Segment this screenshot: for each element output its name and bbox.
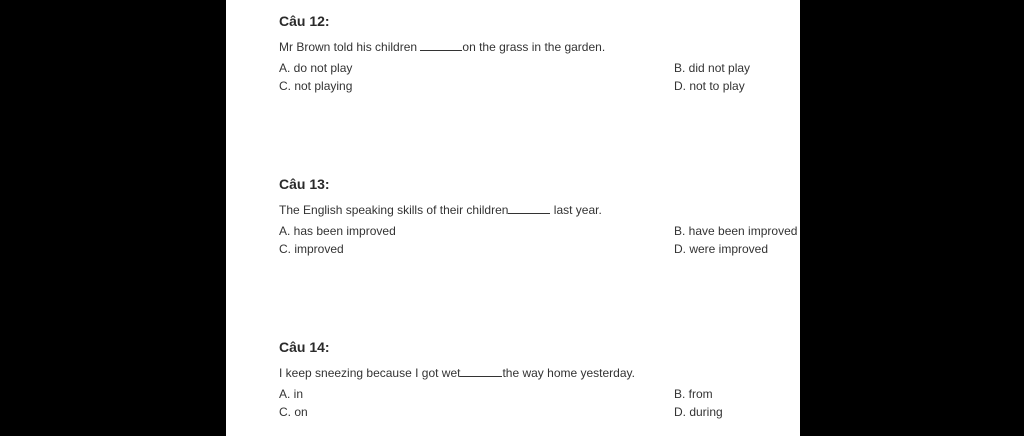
- question-title: Câu 13:: [279, 176, 330, 192]
- question-13: [279, 174, 800, 259]
- answer-blank: [420, 39, 462, 51]
- option-b[interactable]: B. from: [674, 387, 713, 401]
- question-title: Câu 14:: [279, 339, 330, 355]
- question-text-after: the way home yesterday.: [502, 366, 635, 380]
- question-14: [279, 337, 800, 422]
- quiz-page: [226, 0, 800, 436]
- question-text: [279, 39, 800, 55]
- options: [279, 223, 800, 259]
- option-c[interactable]: C. on: [279, 405, 308, 419]
- answer-blank: [460, 365, 502, 377]
- question-title: Câu 12:: [279, 13, 330, 29]
- option-d[interactable]: D. during: [674, 405, 723, 419]
- option-d[interactable]: D. not to play: [674, 79, 745, 93]
- option-c[interactable]: C. not playing: [279, 79, 353, 93]
- question-text-before: The English speaking skills of their children: [279, 203, 509, 217]
- option-d[interactable]: D. were improved: [674, 242, 769, 256]
- question-text: [279, 365, 800, 381]
- option-b[interactable]: B. did not play: [674, 61, 751, 75]
- question-text: [279, 202, 800, 218]
- question-text-before: I keep sneezing because I got wet: [279, 366, 461, 380]
- option-a[interactable]: A. do not play: [279, 61, 353, 75]
- question-12: [279, 11, 800, 96]
- answer-blank: [508, 202, 550, 214]
- option-a[interactable]: A. in: [279, 387, 304, 401]
- option-a[interactable]: A. has been improved: [279, 224, 396, 238]
- options: [279, 60, 800, 96]
- option-b[interactable]: B. have been improved: [674, 224, 798, 238]
- question-text-after: last year.: [550, 203, 602, 217]
- options: [279, 386, 800, 422]
- option-c[interactable]: C. improved: [279, 242, 344, 256]
- question-text-after: on the grass in the garden.: [462, 40, 606, 54]
- question-text-before: Mr Brown told his children: [279, 40, 421, 54]
